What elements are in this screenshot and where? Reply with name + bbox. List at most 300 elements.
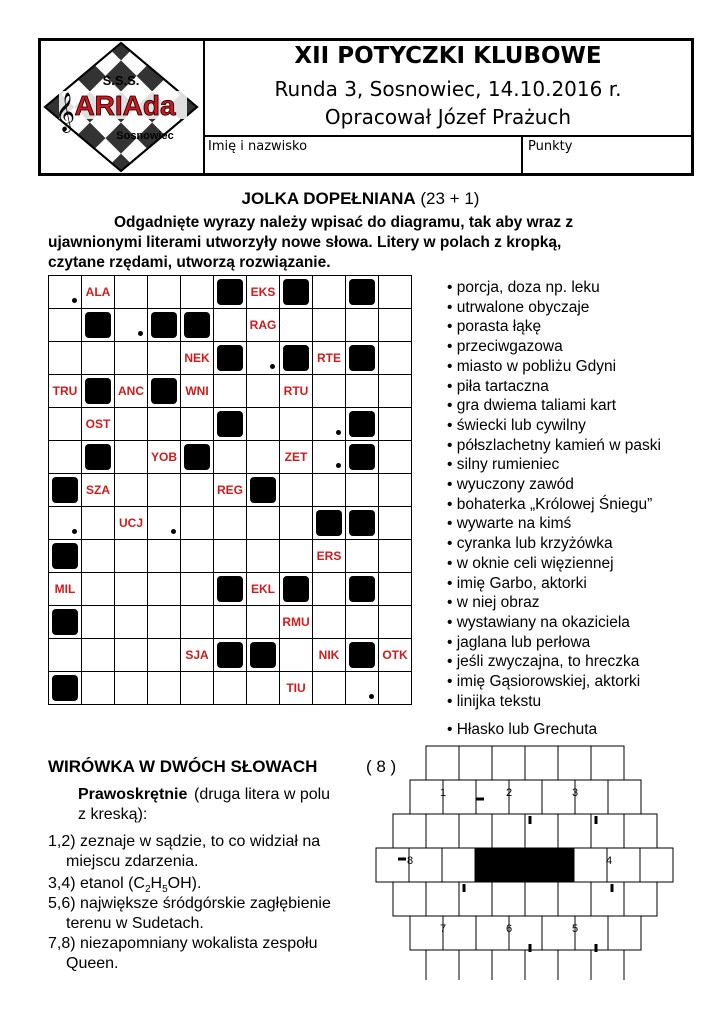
- grid-cell[interactable]: [148, 639, 181, 672]
- wirowka-number: 5: [572, 923, 579, 935]
- grid-cell[interactable]: [115, 276, 148, 309]
- grid-cell[interactable]: [181, 474, 214, 507]
- wirowka-rule-text-b: z kreską):: [78, 806, 148, 823]
- black-block: [184, 312, 210, 338]
- black-block: [217, 642, 243, 668]
- grid-cell[interactable]: [181, 309, 214, 342]
- instruction-line-2: ujawnionymi literami utworzyły nowe słowa. Litery w polach z kropką,: [48, 234, 562, 251]
- grid-cell[interactable]: [49, 540, 82, 573]
- header-box: [38, 38, 694, 176]
- revealed-letters: RTE: [317, 351, 341, 365]
- grid-cell[interactable]: [115, 375, 148, 408]
- grid-cell[interactable]: [247, 606, 280, 639]
- clue-item: • bohaterka „Królowej Śniegu”: [447, 495, 661, 515]
- grid-cell[interactable]: [49, 507, 82, 540]
- grid-cell[interactable]: [379, 441, 412, 474]
- revealed-letters: REG: [216, 483, 243, 497]
- grid-cell[interactable]: [379, 672, 412, 705]
- wirowka-cell[interactable]: [492, 882, 525, 916]
- grid-cell[interactable]: [379, 474, 412, 507]
- grid-cell[interactable]: [49, 309, 82, 342]
- wirowka-cell[interactable]: [558, 950, 591, 980]
- grid-cell[interactable]: [82, 540, 115, 573]
- wirowka-clue: 7,8) niezapomniany wokalista zespołu Queen.: [48, 935, 318, 972]
- grid-cell[interactable]: [82, 672, 115, 705]
- grid-cell[interactable]: [148, 342, 181, 375]
- grid-cell[interactable]: [346, 408, 379, 441]
- wirowka-cell[interactable]: [393, 814, 426, 848]
- grid-cell[interactable]: [49, 375, 82, 408]
- wirowka-number: 8: [407, 855, 414, 867]
- clue-item: • przeciwgazowa: [447, 337, 661, 357]
- grid-cell[interactable]: [148, 540, 181, 573]
- wirowka-cell[interactable]: [525, 882, 558, 916]
- wirowka-clue: 1,2) zeznaje w sądzie, to co widział na miejscu zdarzenia.: [48, 833, 321, 870]
- grid-cell[interactable]: [82, 342, 115, 375]
- wirowka-number: 1: [440, 787, 447, 799]
- grid-cell[interactable]: [379, 342, 412, 375]
- clue-item: • imię Gąsiorowskiej, aktorki: [447, 672, 661, 692]
- solution-dot: [270, 364, 275, 369]
- grid-cell[interactable]: [313, 573, 346, 606]
- grid-cell[interactable]: [148, 375, 181, 408]
- grid-cell[interactable]: [313, 408, 346, 441]
- revealed-letters: YOB: [150, 450, 177, 464]
- black-block: [349, 279, 375, 305]
- clue-item: • wystawiany na okaziciela: [447, 613, 661, 633]
- wirowka-cell[interactable]: [409, 848, 442, 882]
- grid-cell[interactable]: [115, 672, 148, 705]
- clue-item: • jeśli zwyczajna, to hreczka: [447, 652, 661, 672]
- clue-item: • świecki lub cywilny: [447, 416, 661, 436]
- wirowka-cell[interactable]: [426, 882, 459, 916]
- wirowka-cell[interactable]: [376, 848, 409, 882]
- author-info: Opracował Józef Prażuch: [324, 105, 572, 129]
- revealed-letters: RMU: [282, 615, 310, 629]
- wirowka-cell[interactable]: [591, 950, 624, 980]
- jolka-clue-list: [447, 278, 661, 711]
- grid-cell[interactable]: [346, 573, 379, 606]
- name-field[interactable]: [205, 137, 523, 173]
- points-field[interactable]: [525, 137, 691, 173]
- black-block: [283, 279, 309, 305]
- black-block: [151, 312, 177, 338]
- grid-cell[interactable]: [82, 309, 115, 342]
- grid-cell[interactable]: [49, 276, 82, 309]
- grid-cell[interactable]: [49, 474, 82, 507]
- grid-cell[interactable]: [346, 606, 379, 639]
- clue-item: • gra dwiema taliami kart: [447, 396, 661, 416]
- grid-cell[interactable]: [49, 441, 82, 474]
- grid-cell[interactable]: [214, 408, 247, 441]
- black-block: [52, 543, 78, 569]
- clue-item: • w niej obraz: [447, 593, 661, 613]
- grid-cell[interactable]: [181, 408, 214, 441]
- grid-cell[interactable]: [247, 639, 280, 672]
- revealed-letters: RTU: [283, 384, 309, 398]
- grid-cell[interactable]: [313, 474, 346, 507]
- grid-cell[interactable]: [313, 276, 346, 309]
- grid-cell[interactable]: [115, 441, 148, 474]
- grid-cell[interactable]: [148, 441, 181, 474]
- wirowka-cell[interactable]: [492, 814, 525, 848]
- solution-dot: [336, 430, 341, 435]
- grid-cell[interactable]: [280, 573, 313, 606]
- wirowka-cell[interactable]: [558, 814, 591, 848]
- clue-item: • wyuczony zawód: [447, 475, 661, 495]
- clue-item: • silny rumieniec: [447, 455, 661, 475]
- wirowka-rule-bold: Prawoskrętnie: [78, 786, 188, 803]
- grid-cell[interactable]: [214, 276, 247, 309]
- grid-cell[interactable]: [379, 540, 412, 573]
- wirowka-count: ( 8 ): [366, 757, 397, 776]
- revealed-letters: SZA: [86, 483, 110, 497]
- grid-cell[interactable]: [313, 540, 346, 573]
- revealed-letters: NIK: [318, 648, 340, 662]
- grid-cell[interactable]: [379, 639, 412, 672]
- grid-cell[interactable]: [379, 606, 412, 639]
- grid-cell[interactable]: [181, 342, 214, 375]
- grid-cell[interactable]: [181, 540, 214, 573]
- wirowka-cell[interactable]: [640, 848, 673, 882]
- grid-cell[interactable]: [247, 573, 280, 606]
- title-block: [205, 41, 691, 137]
- grid-cell[interactable]: [82, 639, 115, 672]
- grid-cell[interactable]: [115, 639, 148, 672]
- solution-dot: [171, 529, 176, 534]
- grid-cell[interactable]: [214, 672, 247, 705]
- grid-cell[interactable]: [346, 375, 379, 408]
- grid-cell[interactable]: [280, 309, 313, 342]
- grid-cell[interactable]: [82, 375, 115, 408]
- wirowka-cell[interactable]: [591, 746, 624, 780]
- solution-dot: [72, 529, 77, 534]
- solution-dot: [336, 463, 341, 468]
- wirowka-cell[interactable]: [608, 916, 641, 950]
- clue-item: • imię Garbo, aktorki: [447, 574, 661, 594]
- wirowka-cell[interactable]: [542, 780, 575, 814]
- grid-cell[interactable]: [379, 408, 412, 441]
- grid-cell[interactable]: [247, 342, 280, 375]
- points-label: Punkty: [528, 139, 573, 154]
- clue-item: • piła tartaczna: [447, 377, 661, 397]
- black-block: [283, 576, 309, 602]
- grid-cell[interactable]: [148, 408, 181, 441]
- grid-cell[interactable]: [148, 507, 181, 540]
- grid-cell[interactable]: [115, 342, 148, 375]
- grid-cell[interactable]: [280, 342, 313, 375]
- grid-cell[interactable]: [313, 309, 346, 342]
- black-block: [349, 642, 375, 668]
- wirowka-cell[interactable]: [492, 746, 525, 780]
- grid-cell[interactable]: [49, 342, 82, 375]
- grid-cell[interactable]: [280, 474, 313, 507]
- wirowka-clue: 5,6) największe śródgórskie zagłębienie terenu w Sudetach.: [48, 895, 331, 932]
- jolka-instructions: [48, 213, 648, 273]
- wirowka-cell[interactable]: [442, 848, 475, 882]
- wirowka-cell[interactable]: [410, 780, 443, 814]
- jolka-count: (23 + 1): [420, 189, 480, 208]
- grid-cell[interactable]: [49, 606, 82, 639]
- grid-cell[interactable]: [82, 276, 115, 309]
- jolka-heading: [0, 189, 721, 209]
- black-block: [349, 444, 375, 470]
- instruction-line-1: Odgadnięte wyrazy należy wpisać do diagramu, tak aby wraz z: [114, 214, 574, 231]
- grid-cell[interactable]: [346, 540, 379, 573]
- grid-cell[interactable]: [313, 375, 346, 408]
- grid-cell[interactable]: [313, 342, 346, 375]
- revealed-letters: NEK: [184, 351, 210, 365]
- grid-cell[interactable]: [49, 408, 82, 441]
- wirowka-cell[interactable]: [509, 780, 542, 814]
- wirowka-cell[interactable]: [591, 882, 624, 916]
- wirowka-cell[interactable]: [574, 848, 607, 882]
- grid-cell[interactable]: [148, 276, 181, 309]
- grid-cell[interactable]: [148, 573, 181, 606]
- wirowka-cell[interactable]: [558, 746, 591, 780]
- grid-cell[interactable]: [181, 606, 214, 639]
- grid-cell[interactable]: [115, 606, 148, 639]
- grid-cell[interactable]: [346, 276, 379, 309]
- jolka-grid: [48, 275, 412, 705]
- grid-cell[interactable]: [82, 441, 115, 474]
- revealed-letters: MIL: [54, 582, 76, 596]
- wirowka-cell[interactable]: [492, 950, 525, 980]
- wirowka-cell[interactable]: [426, 950, 459, 980]
- page-title: XII POTYCZKI KLUBOWE: [294, 43, 602, 69]
- black-block: [184, 444, 210, 470]
- wirowka-number: 4: [606, 855, 613, 867]
- grid-cell[interactable]: [379, 276, 412, 309]
- revealed-letters: SJA: [185, 648, 209, 662]
- grid-cell[interactable]: [280, 375, 313, 408]
- revealed-letters: RAG: [249, 318, 277, 332]
- grid-cell[interactable]: [115, 573, 148, 606]
- grid-cell[interactable]: [313, 507, 346, 540]
- wirowka-cell[interactable]: [459, 950, 492, 980]
- grid-cell[interactable]: [181, 276, 214, 309]
- wirowka-cell[interactable]: [476, 916, 509, 950]
- wirowka-cell[interactable]: [443, 780, 476, 814]
- wirowka-number: 2: [506, 787, 513, 799]
- grid-cell[interactable]: [280, 507, 313, 540]
- black-block: [85, 444, 111, 470]
- grid-cell[interactable]: [346, 342, 379, 375]
- black-block: [217, 279, 243, 305]
- wirowka-cell[interactable]: [476, 780, 509, 814]
- grid-cell[interactable]: [247, 672, 280, 705]
- grid-cell[interactable]: [346, 639, 379, 672]
- revealed-letters: EKS: [250, 285, 276, 299]
- wirowka-cell[interactable]: [443, 916, 476, 950]
- revealed-letters: OST: [85, 417, 111, 431]
- wirowka-cell[interactable]: [393, 882, 426, 916]
- grid-cell[interactable]: [181, 507, 214, 540]
- wirowka-cell[interactable]: [459, 746, 492, 780]
- grid-cell[interactable]: [280, 408, 313, 441]
- wirowka-cell[interactable]: [575, 916, 608, 950]
- grid-cell[interactable]: [247, 474, 280, 507]
- black-block: [52, 477, 78, 503]
- grid-cell[interactable]: [313, 672, 346, 705]
- grid-cell[interactable]: [115, 540, 148, 573]
- grid-cell[interactable]: [247, 441, 280, 474]
- grid-cell[interactable]: [379, 573, 412, 606]
- grid-cell[interactable]: [280, 276, 313, 309]
- clue-item: • wywarte na kimś: [447, 514, 661, 534]
- club-logo: [41, 41, 205, 173]
- grid-cell[interactable]: [247, 309, 280, 342]
- grid-cell[interactable]: [346, 309, 379, 342]
- clue-item: • półszlachetny kamień w paski: [447, 436, 661, 456]
- wirowka-diagram: [360, 744, 700, 980]
- grid-cell[interactable]: [214, 639, 247, 672]
- grid-cell[interactable]: [214, 375, 247, 408]
- wirowka-number: 7: [440, 923, 447, 935]
- grid-cell[interactable]: [82, 606, 115, 639]
- grid-cell[interactable]: [247, 276, 280, 309]
- grid-cell[interactable]: [280, 639, 313, 672]
- black-block: [349, 411, 375, 437]
- revealed-letters: WNI: [185, 384, 209, 398]
- revealed-letters: ZET: [284, 450, 308, 464]
- grid-cell[interactable]: [214, 507, 247, 540]
- wirowka-number: 6: [506, 923, 513, 935]
- grid-cell[interactable]: [280, 672, 313, 705]
- black-block: [283, 345, 309, 371]
- revealed-letters: EKL: [251, 582, 275, 596]
- black-block: [349, 510, 375, 536]
- grid-cell[interactable]: [181, 639, 214, 672]
- grid-cell[interactable]: [49, 639, 82, 672]
- logo-top-text: S.S.S.: [102, 73, 140, 88]
- black-block: [52, 609, 78, 635]
- grid-cell[interactable]: [247, 507, 280, 540]
- grid-cell[interactable]: [82, 474, 115, 507]
- grid-cell[interactable]: [247, 540, 280, 573]
- grid-cell[interactable]: [115, 408, 148, 441]
- wirowka-cell[interactable]: [459, 814, 492, 848]
- grid-cell[interactable]: [214, 540, 247, 573]
- grid-cell[interactable]: [82, 507, 115, 540]
- wirowka-cell[interactable]: [542, 916, 575, 950]
- grid-cell[interactable]: [280, 540, 313, 573]
- black-block: [217, 411, 243, 437]
- logo-bottom-text: Sosnowiec: [116, 130, 174, 142]
- wirowka-cell[interactable]: [410, 916, 443, 950]
- revealed-letters: ANC: [118, 384, 144, 398]
- wirowka-cell[interactable]: [624, 814, 657, 848]
- grid-cell[interactable]: [346, 474, 379, 507]
- black-block: [250, 477, 276, 503]
- revealed-letters: OTK: [382, 648, 408, 662]
- grid-cell[interactable]: [247, 375, 280, 408]
- black-block: [316, 510, 342, 536]
- wirowka-clue: 3,4) etanol $(C_2H_5OH)$.: [48, 875, 202, 896]
- grid-cell[interactable]: [346, 441, 379, 474]
- grid-cell[interactable]: [214, 474, 247, 507]
- wirowka-cell[interactable]: [525, 746, 558, 780]
- grid-cell[interactable]: [313, 441, 346, 474]
- logo-graphic: [41, 41, 201, 173]
- grid-cell[interactable]: [346, 672, 379, 705]
- wirowka-cell[interactable]: [608, 780, 641, 814]
- grid-cell[interactable]: [148, 606, 181, 639]
- instruction-line-3: czytane rzędami, utworzą rozwiązanie.: [48, 254, 331, 271]
- grid-cell[interactable]: [148, 672, 181, 705]
- grid-cell[interactable]: [247, 408, 280, 441]
- grid-cell[interactable]: [82, 573, 115, 606]
- wirowka-cell[interactable]: [509, 916, 542, 950]
- jolka-clue-extra: • Hłasko lub Grechuta: [447, 721, 597, 739]
- grid-cell[interactable]: [49, 573, 82, 606]
- black-block: [349, 345, 375, 371]
- clue-item: • porcja, doza np. leku: [447, 278, 661, 298]
- name-label: Imię i nazwisko: [208, 139, 308, 154]
- grid-cell[interactable]: [280, 441, 313, 474]
- clue-item: • cyranka lub krzyżówka: [447, 534, 661, 554]
- wirowka-cell[interactable]: [525, 950, 558, 980]
- grid-cell[interactable]: [379, 309, 412, 342]
- solution-dot: [138, 331, 143, 336]
- grid-cell[interactable]: [379, 507, 412, 540]
- clue-item: • miasto w pobliżu Gdyni: [447, 357, 661, 377]
- grid-cell[interactable]: [214, 309, 247, 342]
- grid-cell[interactable]: [181, 375, 214, 408]
- revealed-letters: TIU: [286, 681, 306, 695]
- treble-clef-icon: 𝄞: [55, 92, 76, 132]
- grid-cell[interactable]: [346, 507, 379, 540]
- black-block: [52, 675, 78, 701]
- grid-cell[interactable]: [82, 408, 115, 441]
- grid-cell[interactable]: [148, 309, 181, 342]
- wirowka-cell[interactable]: [575, 780, 608, 814]
- clue-item: • linijka tekstu: [447, 692, 661, 712]
- grid-cell[interactable]: [115, 474, 148, 507]
- black-block: [217, 345, 243, 371]
- black-block: [85, 312, 111, 338]
- logo-main-text: ARIAda: [74, 90, 176, 121]
- grid-cell[interactable]: [214, 441, 247, 474]
- black-block: [151, 378, 177, 404]
- grid-cell[interactable]: [181, 672, 214, 705]
- grid-cell[interactable]: [313, 606, 346, 639]
- wirowka-cell[interactable]: [426, 814, 459, 848]
- revealed-letters: UCJ: [118, 516, 143, 530]
- grid-cell[interactable]: [313, 639, 346, 672]
- grid-cell[interactable]: [181, 573, 214, 606]
- grid-cell[interactable]: [181, 441, 214, 474]
- wirowka-cell[interactable]: [558, 882, 591, 916]
- black-block: [85, 378, 111, 404]
- wirowka-cell[interactable]: [624, 882, 657, 916]
- black-block: [217, 576, 243, 602]
- grid-cell[interactable]: [148, 474, 181, 507]
- grid-cell[interactable]: [214, 606, 247, 639]
- revealed-letters: ALA: [85, 285, 111, 299]
- grid-cell[interactable]: [214, 573, 247, 606]
- grid-cell[interactable]: [379, 375, 412, 408]
- grid-cell[interactable]: [115, 309, 148, 342]
- wirowka-cell[interactable]: [426, 746, 459, 780]
- grid-cell[interactable]: [49, 672, 82, 705]
- grid-cell[interactable]: [214, 342, 247, 375]
- center-block: [475, 848, 508, 882]
- wirowka-rule-text-a: (druga litera w polu: [194, 786, 331, 803]
- grid-cell[interactable]: [280, 606, 313, 639]
- grid-cell[interactable]: [115, 507, 148, 540]
- revealed-letters: TRU: [52, 384, 78, 398]
